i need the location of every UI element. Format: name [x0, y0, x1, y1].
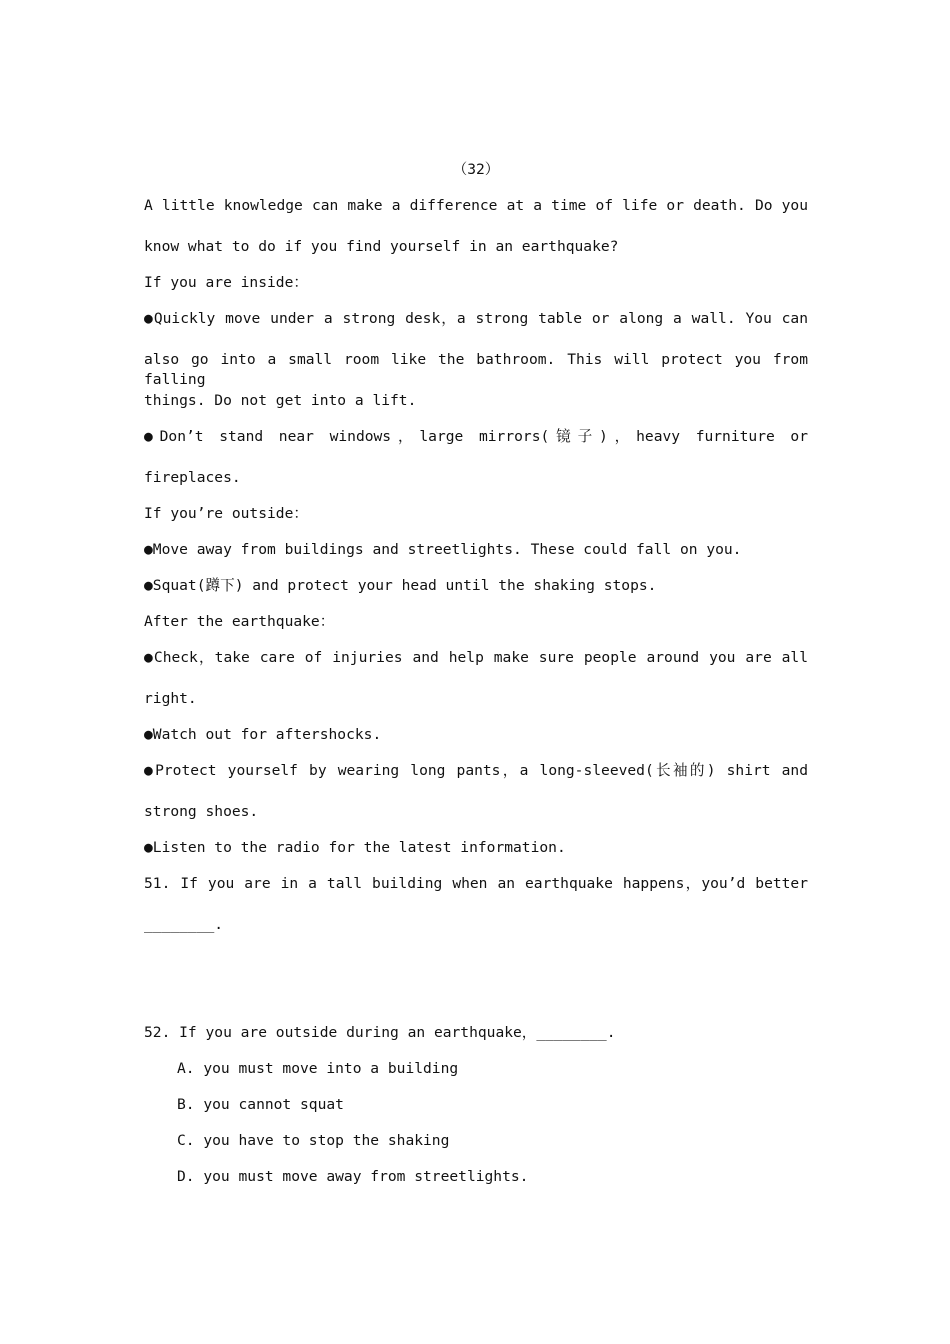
intro-line-1: A little knowledge can make a difference at a time of life or death. Do you — [144, 197, 808, 214]
question-51-line-1: 51. If you are in a tall building when an earthquake happens，you’d better — [144, 875, 808, 892]
inside-item-2-line-1: ●Don’t stand near windows，large mirrors(镜子)，heavy furniture or — [144, 428, 808, 445]
inside-heading: If you are inside： — [144, 274, 308, 291]
question-52: 52. If you are outside during an earthquake，________. — [144, 1024, 616, 1041]
question-51-line-2: ________. — [144, 916, 224, 933]
after-item-1-line-1: ●Check，take care of injuries and help make sure people around you are all — [144, 649, 808, 666]
after-item-4: ●Listen to the radio for the latest information. — [144, 839, 566, 856]
inside-item-2-line-2: fireplaces. — [144, 469, 241, 486]
intro-line-2: know what to do if you find yourself in an earthquake? — [144, 238, 619, 255]
inside-item-1-line-1: ●Quickly move under a strong desk，a strong table or along a wall. You can — [144, 310, 808, 327]
after-item-2: ●Watch out for aftershocks. — [144, 726, 382, 743]
outside-heading: If you’re outside： — [144, 505, 308, 522]
outside-item-1: ●Move away from buildings and streetlights. These could fall on you. — [144, 541, 742, 558]
after-item-3-line-1: ●Protect yourself by wearing long pants，a long-sleeved(长袖的) shirt and — [144, 762, 808, 779]
passage-number: （32） — [452, 161, 500, 178]
after-item-3-line-2: strong shoes. — [144, 803, 259, 820]
inside-item-1-line-2: also go into a small room like the bathroom. This will protect you from falling — [144, 351, 808, 388]
question-52-option-a: A. you must move into a building — [177, 1060, 459, 1077]
question-52-option-c: C. you have to stop the shaking — [177, 1132, 450, 1149]
after-item-1-line-2: right. — [144, 690, 197, 707]
after-heading: After the earthquake： — [144, 613, 335, 630]
question-52-option-b: B. you cannot squat — [177, 1096, 344, 1113]
inside-item-1-line-3: things. Do not get into a lift. — [144, 392, 417, 409]
question-52-option-d: D. you must move away from streetlights. — [177, 1168, 529, 1185]
outside-item-2: ●Squat(蹲下) and protect your head until the shaking stops. — [144, 577, 657, 594]
